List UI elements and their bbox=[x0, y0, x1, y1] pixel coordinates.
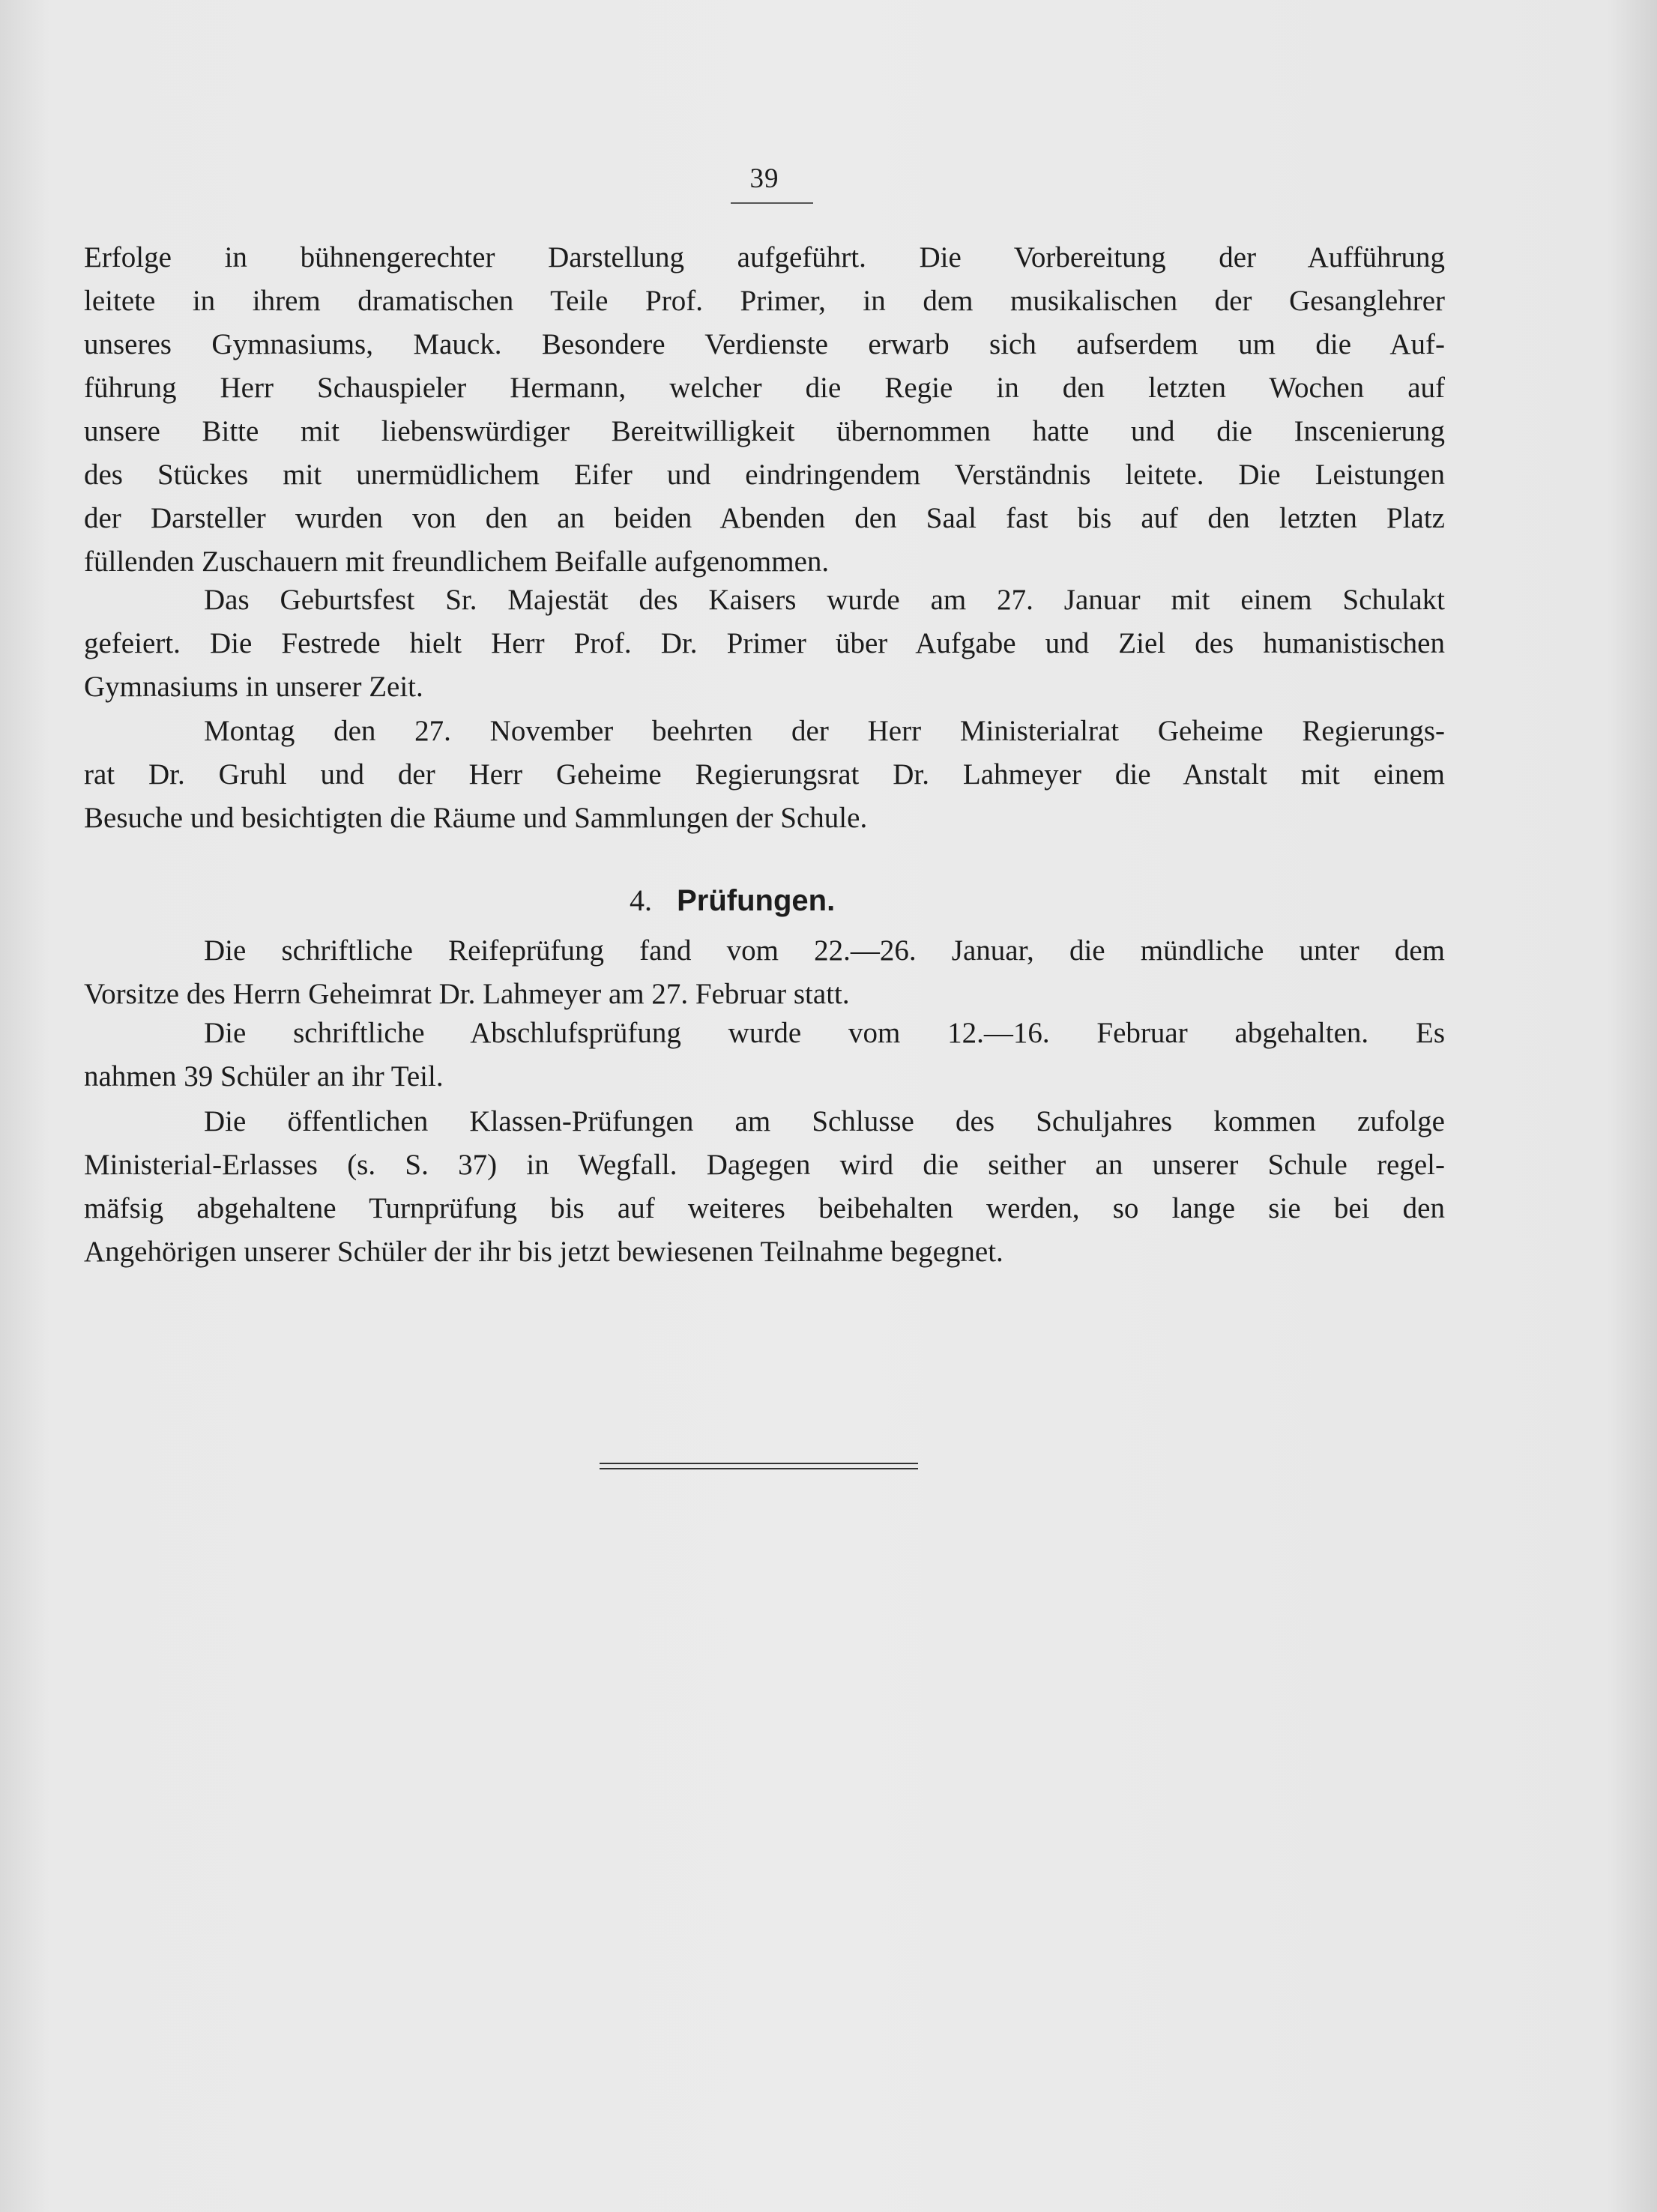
paragraph-performance bbox=[84, 236, 1445, 584]
text-line: Die schriftliche Reifeprüfung fand vom 22.—26. Januar, die mündliche unter dem bbox=[204, 934, 1445, 967]
text-line: Das Geburtsfest Sr. Majestät des Kaisers wurde am 27. Januar mit einem Schulakt bbox=[204, 584, 1445, 616]
text-line: Besuche und besichtigten die Räume und Sammlungen der Schule. bbox=[84, 802, 868, 834]
text-line: Montag den 27. November beehrten der Herr Ministerialrat Geheime Regierungs- bbox=[204, 715, 1445, 747]
text-line: unseres Gymnasiums, Mauck. Besondere Verdienste erwarb sich aufserdem um die Auf- bbox=[84, 328, 1445, 360]
page-number-rule bbox=[731, 202, 813, 204]
page-number: 39 bbox=[749, 163, 779, 194]
paragraph-visit bbox=[84, 710, 1445, 840]
paragraph-abschlusspruefung bbox=[84, 1012, 1445, 1099]
paragraph-birthday bbox=[84, 578, 1445, 709]
section-heading bbox=[630, 878, 1004, 923]
text-line: Angehörigen unserer Schüler der ihr bis jetzt bewiesenen Teilnahme begegnet. bbox=[84, 1236, 1003, 1268]
text-line: Ministerial-Erlasses (s. S. 37) in Wegfall. Dagegen wird die seither an unserer Schule regel- bbox=[84, 1149, 1445, 1181]
text-line: Gymnasiums in unserer Zeit. bbox=[84, 671, 423, 703]
text-line: rat Dr. Gruhl und der Herr Geheime Regierungsrat Dr. Lahmeyer die Anstalt mit einem bbox=[84, 758, 1445, 791]
paragraph-reifepruefung bbox=[84, 929, 1445, 1016]
text-line: füllenden Zuschauern mit freundlichem Beifalle aufgenommen. bbox=[84, 546, 830, 578]
text-line: mäfsig abgehaltene Turnprüfung bis auf weiteres beibehalten werden, so lange sie bei den bbox=[84, 1192, 1445, 1224]
section-number: 4. bbox=[630, 883, 652, 917]
text-line: führung Herr Schauspieler Hermann, welcher die Regie in den letzten Wochen auf bbox=[84, 372, 1445, 404]
paragraph-klassenpruefungen bbox=[84, 1100, 1445, 1274]
text-line: Die öffentlichen Klassen-Prüfungen am Schlusse des Schuljahres kommen zufolge bbox=[204, 1105, 1445, 1137]
text-line: Erfolge in bühnengerechter Darstellung aufgeführt. Die Vorbereitung der Aufführung bbox=[84, 241, 1445, 274]
text-line: leitete in ihrem dramatischen Teile Prof. Primer, in dem musikalischen der Gesanglehrer bbox=[84, 285, 1445, 317]
text-line: des Stückes mit unermüdlichem Eifer und eindringendem Verständnis leitete. Die Leistungen bbox=[84, 459, 1445, 491]
text-line: unsere Bitte mit liebenswürdiger Bereitwilligkeit übernommen hatte und die Inscenierung bbox=[84, 415, 1445, 447]
text-line: Die schriftliche Abschlufsprüfung wurde vom 12.—16. Februar abgehalten. Es bbox=[204, 1017, 1445, 1049]
section-title: Prüfungen. bbox=[677, 884, 836, 917]
text-line: gefeiert. Die Festrede hielt Herr Prof. Dr. Primer über Aufgabe und Ziel des humanistischen bbox=[84, 627, 1445, 659]
text-line: der Darsteller wurden von den an beiden Abenden den Saal fast bis auf den letzten Platz bbox=[84, 502, 1445, 534]
text-line: Vorsitze des Herrn Geheimrat Dr. Lahmeyer am 27. Februar statt. bbox=[84, 978, 850, 1010]
end-double-rule bbox=[600, 1463, 918, 1469]
text-line: nahmen 39 Schüler an ihr Teil. bbox=[84, 1060, 444, 1093]
